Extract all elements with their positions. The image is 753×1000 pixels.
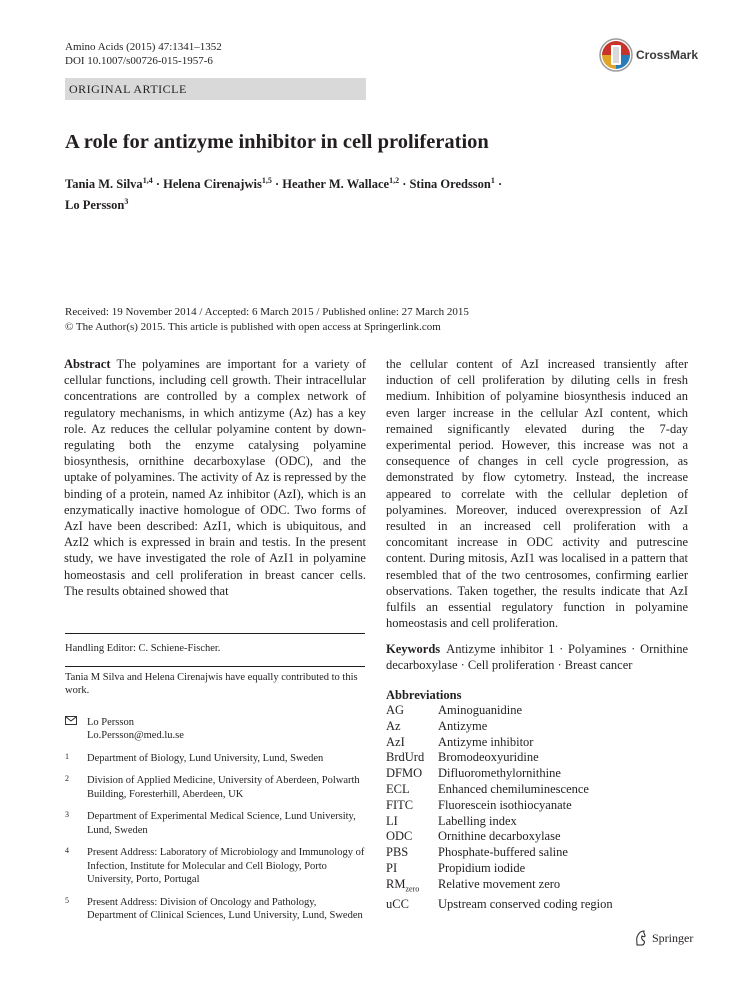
abbreviation-value: Antizyme inhibitor: [438, 734, 534, 749]
affiliation-item: [65, 810, 365, 837]
abbreviations-list: [386, 703, 688, 913]
abbreviation-key: [386, 845, 438, 861]
abstract-column-right: [386, 356, 688, 631]
abbreviation-key-text: ODC: [386, 829, 413, 844]
keywords-label: Keywords: [386, 642, 441, 656]
received-dates: Received: 19 November 2014 / Accepted: 6 March 2015 / Published online: 27 March 2015: [65, 306, 469, 318]
keywords: [386, 641, 688, 673]
article-title: A role for antizyme inhibitor in cell proliferation: [65, 131, 489, 153]
handling-editor: Handling Editor: C. Schiene-Fischer.: [65, 643, 221, 654]
abbreviation-key-text: AG: [386, 703, 405, 717]
affiliation-number: 3: [65, 810, 69, 819]
abbreviation-row: [386, 861, 688, 877]
abbreviation-key: [386, 877, 438, 897]
publisher-logo: [634, 930, 693, 946]
abbreviation-row: [386, 814, 688, 830]
journal-citation: [65, 40, 222, 68]
affiliation-text: Division of Applied Medicine, University of Aberdeen, Polwarth Building, Foresterhill, Aberdeen, UK: [87, 775, 360, 800]
affiliation-text: Department of Biology, Lund University, Lund, Sweden: [87, 752, 324, 764]
abbreviation-key: [386, 719, 438, 735]
article-type-banner: ORIGINAL ARTICLE: [65, 78, 366, 100]
author-affiliation-sup: 3: [124, 197, 129, 206]
keywords-text: Antizyme inhibitor 1 · Polyamines · Ornithine decarboxylase · Cell proliferation · Breast cancer: [386, 642, 688, 673]
author-name[interactable]: Stina Oredsson: [409, 177, 491, 191]
abbreviation-key: [386, 861, 438, 877]
affiliation-number: 4: [65, 846, 69, 855]
corresponding-author: [65, 716, 365, 743]
affiliation-item: [65, 846, 365, 887]
abbreviation-key-text: AzI: [386, 734, 405, 749]
abbreviation-key-text: FITC: [386, 797, 414, 812]
abbreviation-row: [386, 719, 688, 735]
abbreviation-key: [386, 735, 438, 751]
abbreviation-value: Relative movement zero: [438, 876, 561, 891]
affiliation-item: [65, 774, 365, 801]
abbreviation-key: [386, 829, 438, 845]
abbreviation-row: [386, 703, 688, 719]
affiliation-number: 1: [65, 751, 69, 761]
abbreviation-value: Ornithine decarboxylase: [438, 829, 561, 844]
author-name[interactable]: Lo Persson: [65, 198, 125, 212]
abbreviation-value: Phosphate-buffered saline: [438, 845, 568, 860]
affiliation-number: 2: [65, 774, 69, 783]
affiliation-text: Department of Experimental Medical Science, Lund University, Lund, Sweden: [87, 811, 356, 836]
author-name[interactable]: Tania M. Silva: [65, 177, 143, 191]
author-affiliation-sup: 1,2: [389, 176, 400, 185]
contact-email[interactable]: Lo.Persson@med.lu.se: [87, 730, 184, 741]
author-name[interactable]: Helena Cirenajwis: [163, 177, 262, 191]
abbreviation-key-text: uCC: [386, 897, 409, 912]
abbreviation-key: [386, 766, 438, 782]
abbreviation-row: [386, 798, 688, 814]
abstract-text-right: the cellular content of AzI increased transiently after induction of cell proliferation by diluting cells in fresh medium. Inhibition of polyamine biosynthesis induced an even larger increase in the cellular AzI content, which remained significantly elevated during the 7-day experimental period. However, this increase was not a consequence of changes in cell cycle progression, as demonstrated by flow cytometry. Instead, the increase appeared to correlate with the cellular depletion of polyamines. Moreover, induced overexpression of AzI resulted in an increased cell proliferation with a concomitant increase in ODC activity and putrescine content. During mitosis, AzI1 was localised in a pattern that resembled that of the two centrosomes, confirming earlier observations. Taken together, the results indicate that AzI fulfils an essential regulatory function in polyamine homeostasis and cell proliferation.: [386, 357, 688, 631]
affiliation-item: [65, 752, 365, 766]
abstract-label: Abstract: [64, 357, 111, 371]
equal-contribution-note: Tania M Silva and Helena Cirenajwis have equally contributed to this work.: [65, 671, 358, 696]
journal-line: Amino Acids (2015) 47:1341–1352: [65, 41, 222, 53]
author-separator: ·: [152, 177, 164, 191]
contact-name: Lo Persson: [87, 716, 134, 728]
abbreviation-value: Bromodeoxyuridine: [438, 750, 539, 765]
copyright-notice: © The Author(s) 2015. This article is published with open access at Springerlink.com: [65, 320, 441, 333]
abbreviation-value: Propidium iodide: [438, 860, 526, 875]
footnotes: [65, 633, 365, 923]
abbreviation-value: Fluorescein isothiocyanate: [438, 797, 572, 812]
abbreviation-key: [386, 782, 438, 798]
affiliation-item: [65, 896, 365, 923]
abbreviations: [386, 687, 688, 913]
author-affiliation-sup: 1,4: [142, 176, 153, 185]
abbreviation-key: [386, 814, 438, 830]
abbreviation-row: [386, 897, 688, 913]
springer-horse-icon: [634, 930, 648, 946]
abbreviation-row: [386, 782, 688, 798]
abbreviation-value: Aminoguanidine: [438, 703, 523, 717]
author-list: [65, 174, 685, 216]
abbreviation-key-text: LI: [386, 813, 398, 828]
abbreviation-key: [386, 897, 438, 913]
abbreviation-row: [386, 750, 688, 766]
abbreviation-key: [386, 703, 438, 719]
abbreviation-value: Enhanced chemiluminescence: [438, 781, 589, 796]
abbreviation-key-text: PI: [386, 860, 398, 875]
crossmark-label: CrossMark: [636, 48, 699, 62]
abbreviation-row: [386, 845, 688, 861]
abbreviation-row: [386, 735, 688, 751]
abbreviation-value: Antizyme: [438, 718, 488, 733]
affiliation-number: 5: [65, 895, 69, 905]
doi-line[interactable]: DOI 10.1007/s00726-015-1957-6: [65, 55, 213, 67]
author-affiliation-sup: 1: [490, 176, 495, 185]
crossmark-badge[interactable]: [599, 38, 698, 72]
abbreviation-key-text: Az: [386, 718, 401, 733]
author-name[interactable]: Heather M. Wallace: [282, 177, 390, 191]
author-separator: ·: [494, 177, 503, 191]
abbreviation-key: [386, 798, 438, 814]
abbreviation-value: Difluoromethylornithine: [438, 766, 561, 781]
abbreviation-key-text: RM: [386, 876, 406, 891]
affiliation-text: Present Address: Laboratory of Microbiology and Immunology of Infection, Institute for Molecular and Cell Biology, Porto University, Porto, Portugal: [87, 847, 365, 885]
envelope-icon: [65, 716, 87, 743]
abbreviation-key-text: BrdUrd: [386, 750, 425, 765]
abbreviations-heading: Abbreviations: [386, 688, 462, 702]
abbreviation-value: Labelling index: [438, 813, 517, 828]
abbreviation-row: [386, 766, 688, 782]
abbreviation-key-text: DFMO: [386, 766, 423, 781]
crossmark-icon: [599, 38, 633, 72]
author-affiliation-sup: 1,5: [261, 176, 272, 185]
abbreviation-key-subscript: zero: [405, 884, 420, 894]
abstract-column-left: [64, 356, 366, 599]
abbreviation-value: Upstream conserved coding region: [438, 897, 613, 912]
author-separator: ·: [399, 177, 410, 191]
abbreviation-key: [386, 750, 438, 766]
publisher-name: Springer: [652, 930, 694, 945]
author-separator: ·: [271, 177, 283, 191]
abbreviation-row: [386, 829, 688, 845]
abbreviation-key-text: ECL: [386, 781, 410, 796]
affiliation-text: Present Address: Division of Oncology and Pathology, Department of Clinical Sciences, Lund University, Lund, Sweden: [87, 896, 363, 921]
publication-history: [65, 305, 469, 334]
abbreviation-row: [386, 877, 688, 897]
abbreviation-key-text: PBS: [386, 845, 409, 860]
abstract-text-left: The polyamines are important for a variety of cellular functions, including cell growth. Their intracellular concentrations are controlled by a complex network of regulatory mechanisms, in which antizyme (Az) has a key role. Az reduces the cellular polyamine content by down-regulating both the enzyme catalysing polyamine biosynthesis, ornithine decarboxylase (ODC), and the uptake of polyamines. The activity of Az is repressed by the binding of a protein, named Az inhibitor (AzI), which is an enzymatically inactive homologue of ODC. Two forms of AzI have been described: AzI1, which is ubiquitous, and AzI2 which is expressed in brain and testis. In the present study, we have investigated the role of AzI1 in polyamine homeostasis and cell proliferation in breast cancer cells. The results obtained showed that: [64, 357, 366, 598]
